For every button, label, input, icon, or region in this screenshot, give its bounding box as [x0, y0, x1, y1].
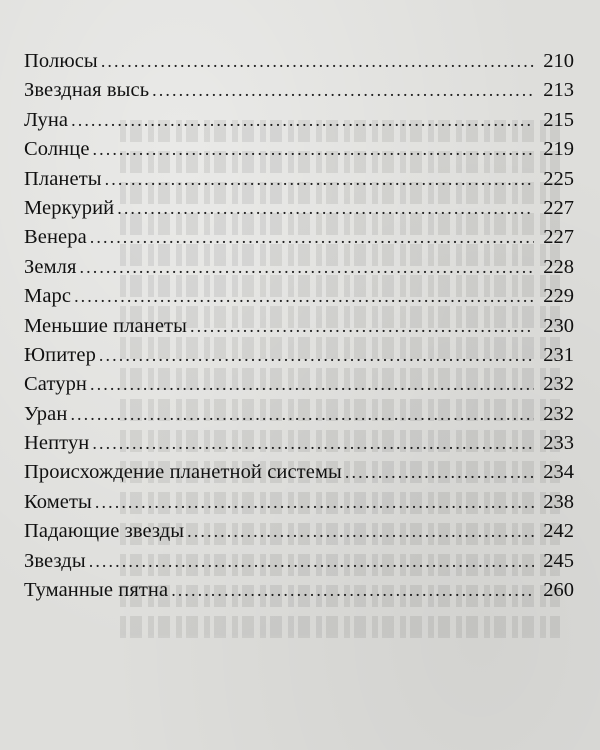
- toc-entry-title: Меркурий: [24, 196, 115, 219]
- toc-entry-title: Кометы: [24, 490, 92, 513]
- table-of-contents: [24, 47, 574, 605]
- toc-entry-page-number: 213: [543, 79, 574, 102]
- toc-entry-title: Марс: [24, 285, 72, 308]
- dot-leader: [95, 488, 534, 517]
- dot-leader: [71, 106, 534, 135]
- dot-leader: [152, 76, 534, 105]
- dot-leader: [92, 429, 534, 458]
- toc-entry: [24, 76, 574, 105]
- toc-entry-page-number: 215: [543, 108, 574, 131]
- toc-entry-page-number: 225: [543, 167, 574, 190]
- toc-entry-title: Уран: [24, 402, 68, 425]
- toc-entry: [24, 165, 574, 194]
- toc-entry-page-number: 234: [543, 461, 574, 484]
- toc-entry-page-number: 233: [543, 432, 574, 455]
- toc-entry: [24, 282, 574, 311]
- dot-leader: [171, 576, 534, 605]
- dot-leader: [99, 341, 534, 370]
- dot-leader: [105, 165, 534, 194]
- dot-leader: [89, 547, 534, 576]
- toc-entry: [24, 517, 574, 546]
- toc-entry-page-number: 245: [543, 549, 574, 572]
- toc-entry: [24, 194, 574, 223]
- toc-entry-page-number: 227: [543, 196, 574, 219]
- toc-entry: [24, 106, 574, 135]
- toc-entry-page-number: 242: [543, 520, 574, 543]
- toc-entry-title: Падающие звезды: [24, 520, 185, 543]
- toc-entry: [24, 458, 574, 487]
- toc-entry: [24, 488, 574, 517]
- toc-entry: [24, 135, 574, 164]
- toc-entry-title: Полюсы: [24, 50, 98, 72]
- dot-leader: [80, 253, 534, 282]
- toc-entry: [24, 547, 574, 576]
- toc-entry: [24, 400, 574, 429]
- toc-entry-page-number: 230: [543, 314, 574, 337]
- dot-leader: [190, 312, 534, 341]
- toc-entry-title: Нептун: [24, 432, 90, 455]
- dot-leader: [187, 517, 534, 546]
- toc-entry: [24, 341, 574, 370]
- toc-entry: [24, 223, 574, 252]
- dot-leader: [117, 194, 534, 223]
- toc-entry-title: Земля: [24, 255, 77, 278]
- dot-leader: [74, 282, 534, 311]
- toc-entry-page-number: 227: [543, 226, 574, 249]
- toc-entry: [24, 253, 574, 282]
- toc-entry: [24, 312, 574, 341]
- toc-entry-page-number: 210: [543, 50, 574, 72]
- dot-leader: [90, 223, 534, 252]
- toc-entry-title: Планеты: [24, 167, 102, 190]
- toc-entry: [24, 370, 574, 399]
- dot-leader: [345, 458, 534, 487]
- dot-leader: [90, 370, 534, 399]
- toc-entry-page-number: 229: [543, 285, 574, 308]
- dot-leader: [101, 47, 534, 76]
- toc-entry-page-number: 260: [543, 579, 574, 602]
- toc-entry-title: Луна: [24, 108, 69, 131]
- toc-entry-page-number: 228: [543, 255, 574, 278]
- toc-entry-page-number: 232: [543, 402, 574, 425]
- toc-entry: [24, 576, 574, 605]
- toc-entry: [24, 47, 574, 76]
- toc-entry-page-number: 231: [543, 343, 574, 366]
- toc-entry: [24, 429, 574, 458]
- toc-entry-title: Венера: [24, 226, 87, 249]
- toc-entry-title: Звездная высь: [24, 79, 150, 102]
- toc-entry-title: Сатурн: [24, 373, 88, 396]
- toc-entry-page-number: 232: [543, 373, 574, 396]
- toc-entry-title: Юпитер: [24, 343, 96, 366]
- toc-entry-title: Меньшие планеты: [24, 314, 187, 337]
- toc-entry-title: Звезды: [24, 549, 86, 572]
- dot-leader: [70, 400, 534, 429]
- toc-entry-page-number: 238: [543, 490, 574, 513]
- toc-entry-title: Солнце: [24, 138, 90, 161]
- dot-leader: [93, 135, 534, 164]
- toc-entry-title: Происхождение планетной системы: [24, 461, 342, 484]
- toc-entry-page-number: 219: [543, 138, 574, 161]
- toc-entry-title: Туманные пятна: [24, 579, 169, 602]
